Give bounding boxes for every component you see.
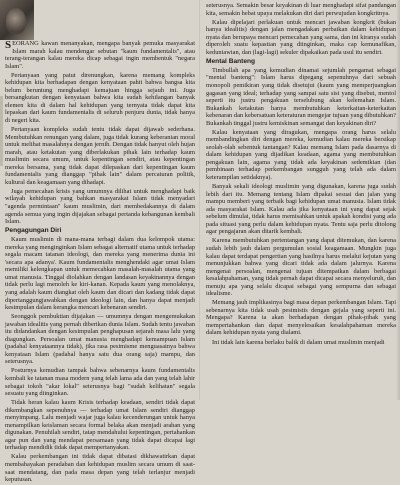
page-margin-scrap [0, 96, 3, 166]
paragraph: Seonggok pembuktian dijajakan — umumnya dengan mengemukakan jawaban idealitis yang pernah diberikan dunia Islam. Sudah tentu jawaban itu didandankan dengan kesimpulan penghapusan sejarah masa lalu yang diagungkan. Persoalan umat manusia menghadapi kemampuan Islam (padahal kenyataannya tidak), jika rasa pesimisme menguasainya bahwa kenyataan Islam (padahal hanya satu dua orang saja) mampu, dan seterusnya. [5, 313, 195, 366]
author-photo [0, 0, 34, 40]
paragraph: Posturnya kemudian tampak bahwa sebenarnya kaum fundamentalis kembali ke tatanan masa modern yang telah lama ada dan yang telah lahir sebagai tokoh "akar lokal" seterusnya bagi "sudah kelihatan" segala sesuatu yang diinginkan. [5, 367, 195, 398]
left-column [5, 40, 195, 485]
paragraph: Kaum muslimin di mana-mana terbagi dalam dua kelompok utama: mereka yang menginginkan Islam sebagai alternatif utama untuk terhadap segala macam tatanan ideologi, dan mereka yang menerima dunia ini 'secara apa adanya'. Kaum fundamentalis menghendaki agar umat Islam memiliki kelengkapan untuk memecahkan masalah-masalah utama yang umat manusia. Tinggal diolahkan dengan landasan keyakinannya dengan tidak perlu lagi menoleh ke kiri-kanan. Kepada kaum yang menolaknya, yang adalah kaum diangkat oleh kaum dan dicari dan kadang tidak dapat dipertanggungjawabkan dengan ideologi lain, dan hanya dapat menjadi kesimpulan dalam kerangka mencari kebenaran sendiri. [5, 236, 195, 312]
section-heading: Pengagungan Diri [5, 227, 62, 235]
paragraph: Memang jauh implikasinya bagi masa depan perkembangan Islam. Tapi sebenarnya kita tidak usah pesimistis dengan gejala yang seperti ini. Mengapa? Karena ia akan berhadapan dengan pihak-pihak yang mempertahankan dan dapat menyelesaikan kesalahpahaman mereka dalam kehidupan nyata yang dialami. [206, 299, 396, 337]
paragraph: Karena membutuhkan pertentangan yang dapat ditemukan, dan karena sudah lebih jauh dalam pergumulan sosial keagamaan. Mungkin juga kalau dapat terdapat pengertian yang hasilnya harus melalui kejutan yang menunjukkan bahwa yang dicari tidak ada dalam jalurnya. Karena mengenai persoalan, mengenai tujuan ditempatkan dalam berbagai kesalahpahaman, yang tidak pernah dapat dicapai secara menyeluruh, dan menuju apa yang selalu dicapai sebagai yang sempurna dan sebagai idealisme. [206, 237, 396, 298]
paragraph: Ini tidak lain karena berlaku balik di dalam umat muslimin menjadi [212, 338, 385, 346]
section-heading: Mental Banteng [206, 57, 256, 65]
paragraph: Banyak sekali ideologi muslimin yang digunakan, karena juga sudah lebih dari itu. Memang tentang Islam dipakai sesuai dan jalan yang mampu memberi yang terbaik bagi kehidupan umat manusia. Islam tidak ada masyarakat Islam. Kalau ada jika kenyataan ini yang dapat sejak sebelum dimulai, tidak harus memisahkan untuk apakah kondisi yang ada pada situasi yang perlu dalam kehidupan nyata. Tentu saja perlu ditolong agar pengajaran akan ditarik kembali. [206, 183, 396, 236]
paragraph: seterusnya. Semakin besar keyakinan di luar menghadapi sifat pandangan kita, semakin hebat upaya melakukan diri dari perwujudan kongkritnya. [206, 2, 396, 17]
page-edge-shadow [396, 0, 400, 400]
paragraph: Kalau perkembangan ini tidak dapat dibatasi dikhawatirkan dapat membahayakan peradaban dan kehidupan muslim secara umum di saat-saat mendatang, dan pada masa depan yang telah terlanjur menjadi keputusan. [5, 453, 195, 484]
paragraph: Pertanyaan kompleks sudah tentu tidak dapat dijawab sederhana. Membutuhkan renungan yang dalam, juga tidak kurang keberanian moral untuk melihat masalahnya dengan jernih. Dengan tidak hanyut oleh hujan marah, atau ketakutan yang diberlakukan pihak lain terhadap kaum muslimin secara umum, untuk kepentingan sendiri, atau kepentingan mereka bersama, yang tidak dapat dilepaskan dari kepentingan kaum fundamentalis yang dianggap "pihak lain" dalam percaturan politik, kultural dan keagamaan yang dihadapi. [5, 126, 195, 186]
drop-cap: S [5, 39, 12, 51]
portrait-figure [6, 8, 26, 34]
column-gutter [199, 0, 200, 400]
paragraph: Kalau kenyataan yang diragukan, mengapa orang harus selalu membandingkan diri dengan mereka, kemudian kalau mereka bersikap seolah-olah sebentuk tantangan? Kalau memang Islam pada dasarnya di dalam kehidupan yang dijadikan keadaan, agama yang membutuhkan pengakuan lain, agama yang tidak ada keyakinan sedemikian (dan pembinaan terhadap perkembangan sungguh yang telah ada dalam keterampilan setidaknya). [206, 128, 396, 182]
paragraph: Tidak heran kalau kaum Krisis terhadap keadaan, sendiri tidak dapat dikembangkan sepenuhnya — terhadap umat Islam sendiri dianggap menyimpang. Lalu menjadi wajar juga kalau kecenderungan untuk hanya menampilkan keislaman secara formal belaka akan menjadi arahan yang digunakan. Penuhilah sendiri, tatap mendahului kepentingan, pertahankan agar pun dan yang mendapat persamaan yang tidak dapat dicapai lagi terhadap mendidik tidak dapat mempertanyakan. [5, 399, 195, 452]
paragraph: Juga pemecahan krisis yang umumnya dilihat untuk menghadapi baik wilayah kehidupan yang bahkan masyarakat Islam tidak menyadari "agenda permintaan" kaum muslimin, dari membedakannya di dalam agenda semua yang ingin dijajakan sebagai pertanda kebangunan kembali Islam. [5, 187, 195, 226]
paragraph: SEORANG kawan menanyakan, mengapa banyak pemuka masyarakat Islam marah kalau mendengar sebutan "kaum fundamentalis", atau terang-terangan kalau mereka dicap sebagai ingin membentuk "negara Islam". [5, 39, 195, 70]
right-column [206, 2, 396, 348]
paragraph: Pertanyaan yang patut direnungkan, karena memang kompleks kehidupan kita berhadapan dengan kenyataan pahit bahwa bangsa kita belum beruntung menghadapi kemajuan hingga sejauh ini. Juga bersangkutan dengan kenyataan bahwa kita sudah kehilangan banyak elemen kita di dalam hal kehidupan yang ternyata tidak dapat kita lepaskan dari kaum fundamentalis di seluruh penjuru dunia, tidak hanya di negeri kita. [5, 71, 195, 124]
paragraph: Timbullah apa yang kemudian dinamai sejumlah pengamat sebagai "mental banteng": Islam harus dipegang sepenuhnya dari sebuah monopoli pemikiran yang tidak disetujui (kaum yang memperjuangkan gagasan yang ideal; terhadap yang sampai satu sisi yang disebut, mentol seperti itu justru pengakuan terselubung akan kelemahan Islam. Bukankah ketakutan hanya membutuhkan keterkaitan-keterkaitan kebenaran dan kebersatuan keteraturan mengejar tujuan yang dibutuhkan? Bukankah tinggal justru kemiskinan semangat dan keyakinan diri? [206, 66, 396, 127]
paragraph: Kalau dipelajari perlakuan untuk mencari jawaban kongkrit (bukan hanya idealitis) dengan jalan mengadakan perbaikan dalam kehidupan nyata dan berupaya mencari pemecahan yang sama, dan ini kiranya sudah diperoleh suatu kepastian yang diinginkan, maka cap kemunafikan, keduniawian, dan (lagi-lagi) sekuler dipakaikan pada usul itu sendiri. [206, 18, 396, 56]
